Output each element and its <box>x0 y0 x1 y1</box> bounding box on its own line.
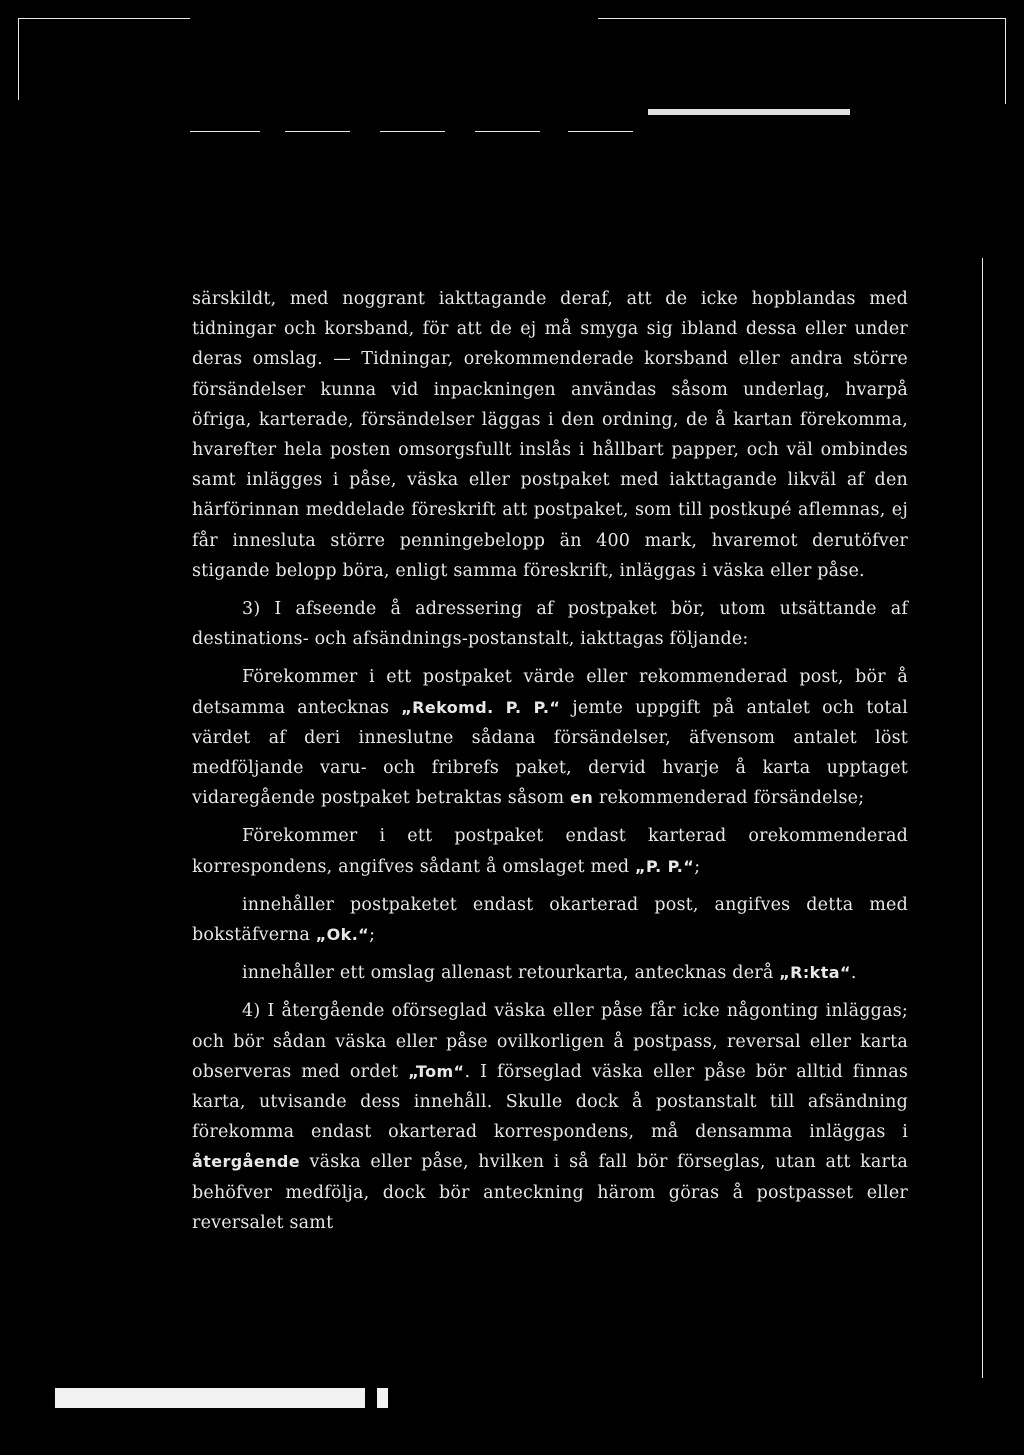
paragraph-7-text-c: väska eller påse, hvilken i så fall bör förseglas, utan att karta behöfver medfölja, dock bör anteckning härom göras å postpasset eller reversalet samt <box>192 1152 908 1233</box>
ok-term: „Ok.“ <box>315 925 370 945</box>
pp-term: „P. P.“ <box>635 856 695 876</box>
paragraph-3-text-b: jemte uppgift på antalet och total värdet af deri inneslutne sådana försändelser, äfvensom antalet löst medföljande varu- och fribrefs paket, dervid hvarje å karta upptaget vidaregående postpaket betraktas såsom <box>192 697 908 809</box>
top-left-rule <box>18 18 190 19</box>
dash-rule-3 <box>380 131 445 132</box>
paragraph-7-text-a: 4) I återgående oförseglad väska eller påse får icke någonting inläggas; och bör sådan väska eller påse ovilkorligen å postpass, reversal eller karta observeras med ordet <box>192 1001 908 1082</box>
paragraph-5 <box>192 890 908 950</box>
paragraph-7 <box>192 996 908 1238</box>
page-body <box>192 284 908 1238</box>
dash-rule-5 <box>568 131 633 132</box>
paragraph-3-text-c: rekommenderad försändelse; <box>593 788 865 809</box>
right-vertical-rule <box>1005 18 1006 104</box>
top-black-bar <box>648 109 850 115</box>
paragraph-7-text-b: . I förseglad väska eller påse bör alltid finnas karta, utvisande dess innehåll. Skulle dock å postanstalt till afsändning förekomma endast okarterad korrespondens, må densamma inläggas i <box>192 1061 909 1143</box>
dash-rule-1 <box>190 131 260 132</box>
dash-rule-2 <box>285 131 350 132</box>
paragraph-4-text-b: ; <box>694 856 701 877</box>
dash-rule-4 <box>475 131 540 132</box>
tom-term: „Tom“ <box>408 1061 465 1081</box>
paragraph-2: 3) I afseende å adressering af postpaket bör, utom utsättande af destinations- och afsändnings-postanstalt, iakttagas följande: <box>192 599 908 650</box>
atergaende-term: återgående <box>192 1152 300 1172</box>
top-right-rule <box>598 18 1006 19</box>
paragraph-1: särskildt, med noggrant iakttagande deraf, att de icke hopblandas med tidningar och korsband, för att de ej må smyga sig ibland dessa eller under deras omslag. — Tidningar, orekommenderade korsband eller andra större försändelser kunna vid inpackningen användas såsom underlag, hvarpå öfriga, karterade, försändelser läggas i den ordning, de å kartan förekomma, hvarefter hela posten omsorgsfullt inslås i hållbart papper, och väl ombindes samt inlägges i påse, väska eller postpaket med iakttagande likväl af den härförinnan meddelade föreskrift att postpaket, som till postkupé aflemnas, ej får innesluta större penningebelopp än 400 mark, hvaremot derutöfver stigande belopp böra, enligt samma föreskrift, inläggas i väska eller påse. <box>192 289 908 581</box>
en-term: en <box>570 788 594 808</box>
paragraph-3-text-a: Förekommer i ett postpaket värde eller rekommenderad post, bör å detsamma antecknas <box>192 667 908 718</box>
paragraph-5-text-b: ; <box>369 925 376 946</box>
rkta-term: „R:kta“ <box>779 963 851 983</box>
paragraph-4 <box>192 821 908 881</box>
paragraph-6 <box>192 958 908 988</box>
paragraph-6-text-a: innehåller ett omslag allenast retourkarta, antecknas derå <box>242 963 780 984</box>
bottom-white-bar <box>55 1388 388 1408</box>
right-edge-rule <box>982 258 983 1378</box>
paragraph-6-text-b: . <box>850 963 857 984</box>
paragraph-5-text-a: innehåller postpaketet endast okarterad post, angifves detta med bokstäfverna <box>192 894 908 946</box>
bottom-bar-mark <box>365 1384 377 1408</box>
left-vertical-rule <box>18 18 19 100</box>
rekomd-pp-term: „Rekomd. P. P.“ <box>401 697 561 717</box>
paragraph-4-text-a: Förekommer i ett postpaket endast karterad orekommenderad korrespondens, angifves sådant å omslaget med <box>192 826 908 877</box>
paragraph-3 <box>192 662 908 813</box>
